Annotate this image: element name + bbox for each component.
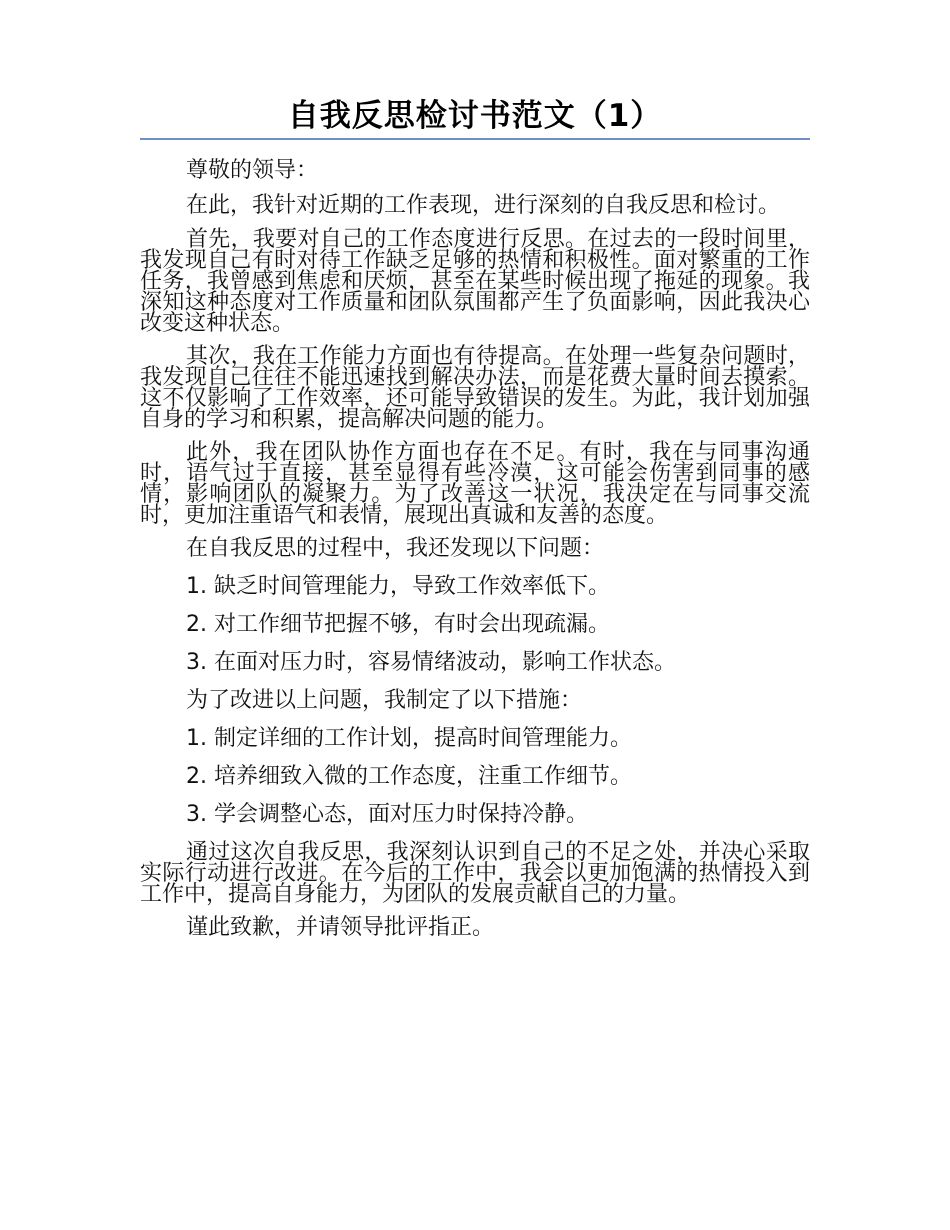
document-page	[140, 96, 810, 943]
problem-item-1: 1. 缺乏时间管理能力，导致工作效率低下。	[186, 574, 610, 599]
problem-item-2: 2. 对工作细节把握不够，有时会出现疏漏。	[186, 612, 610, 637]
intro-paragraph: 在此，我针对近期的工作表现，进行深刻的自我反思和检讨。	[186, 193, 781, 218]
conclusion-paragraph: 通过这次自我反思，我深刻认识到自己的不足之处，并决心采取实际行动进行改进。在今后的工作中，我会以更加饱满的热情投入到工作中，提高自身能力，为团队的发展贡献自己的力量。	[140, 840, 810, 907]
ability-paragraph: 其次，我在工作能力方面也有待提高。在处理一些复杂问题时，我发现自己往往不能迅速找到解决办法，而是花费大量时间去摸索。这不仅影响了工作效率，还可能导致错误的发生。为此，我计划加强自身的学习和积累，提高解决问题的能力。	[140, 344, 810, 432]
problems-intro: 在自我反思的过程中，我还发现以下问题：	[186, 536, 605, 561]
teamwork-paragraph: 此外，我在团队协作方面也存在不足。有时，我在与同事沟通时，语气过于直接，甚至显得有些冷漠，这可能会伤害到同事的感情，影响团队的凝聚力。为了改善这一状况，我决定在与同事交流时，更加注重语气和表情，展现出真诚和友善的态度。	[140, 440, 810, 528]
measures-intro: 为了改进以上问题，我制定了以下措施：	[186, 688, 583, 713]
closing-line: 谨此致歉，并请领导批评指正。	[186, 915, 495, 940]
measure-item-1: 1. 制定详细的工作计划，提高时间管理能力。	[186, 726, 632, 751]
measure-item-2: 2. 培养细致入微的工作态度，注重工作细节。	[186, 764, 632, 789]
salutation: 尊敬的领导：	[186, 158, 319, 183]
attitude-paragraph: 首先，我要对自己的工作态度进行反思。在过去的一段时间里，我发现自己有时对待工作缺乏足够的热情和积极性。面对繁重的工作任务，我曾感到焦虑和厌烦，甚至在某些时候出现了拖延的现象。我深知这种态度对工作质量和团队氛围都产生了负面影响，因此我决心改变这种状态。	[140, 227, 810, 336]
measure-item-3: 3. 学会调整心态，面对压力时保持冷静。	[186, 802, 588, 827]
document-title: 自我反思检讨书范文（1）	[140, 96, 810, 140]
problem-item-3: 3. 在面对压力时，容易情绪波动，影响工作状态。	[186, 650, 676, 675]
